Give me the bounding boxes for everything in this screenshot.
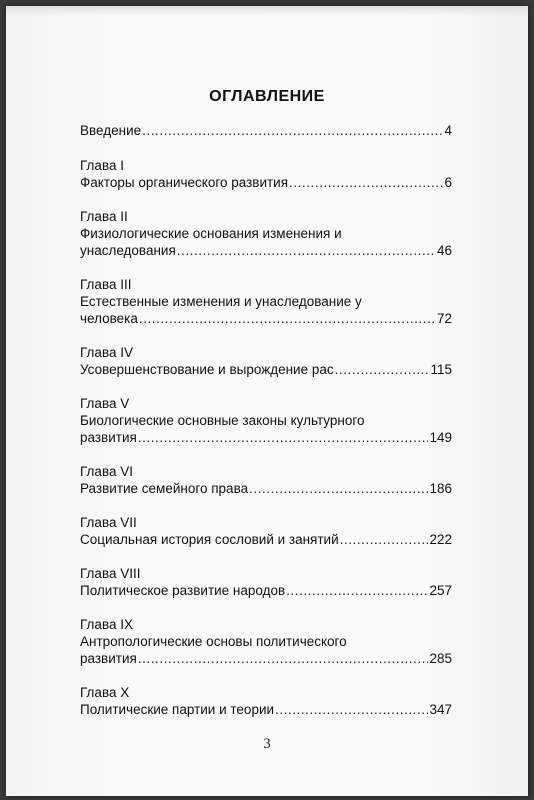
toc-entry-line <box>80 633 452 650</box>
page-reference: 46 <box>436 243 452 258</box>
page-edge <box>6 6 528 16</box>
chapter-title: Физиологические основания изменения и <box>80 226 342 241</box>
dot-leader <box>249 480 428 497</box>
chapter-title: унаследования <box>80 243 176 258</box>
chapter-number: Глава X <box>80 685 130 700</box>
toc-entry <box>80 157 452 191</box>
chapter-number: Глава IX <box>80 617 133 632</box>
chapter-number: Глава IV <box>80 345 133 360</box>
toc-entry-line <box>80 429 452 446</box>
dot-leader <box>335 361 430 378</box>
toc-entry <box>80 616 452 667</box>
toc-entry <box>80 684 452 718</box>
toc-entry <box>80 122 452 139</box>
page-title: ОГЛАВЛЕНИЕ <box>209 88 325 105</box>
toc-entry <box>80 565 452 599</box>
toc-entry-line <box>80 122 452 139</box>
chapter-title: Развитие семейного права <box>80 481 249 496</box>
dot-leader <box>275 701 428 718</box>
chapter-number: Глава V <box>80 396 130 411</box>
toc-entry-line <box>80 412 452 429</box>
toc-entry <box>80 395 452 446</box>
page-reference: 285 <box>429 651 452 666</box>
toc-entry-line <box>80 293 452 310</box>
toc-entry-line <box>80 242 452 259</box>
table-of-contents <box>80 122 452 735</box>
toc-entry <box>80 463 452 497</box>
toc-entry-line <box>80 531 452 548</box>
dot-leader <box>286 582 428 599</box>
book-page <box>6 6 528 796</box>
toc-entry-line <box>80 701 452 718</box>
dot-leader <box>340 531 429 548</box>
chapter-title: человека <box>80 311 138 326</box>
toc-entry <box>80 514 452 548</box>
chapter-title: Политические партии и теории <box>80 702 275 717</box>
chapter-number: Глава I <box>80 158 124 173</box>
chapter-title: Усовершенствование и вырождение рас <box>80 362 334 377</box>
toc-entry-line <box>80 480 452 497</box>
page-reference: 115 <box>430 362 452 377</box>
chapter-title: развития <box>80 651 137 666</box>
page-reference: 4 <box>444 123 452 138</box>
chapter-number: Глава VII <box>80 515 137 530</box>
chapter-number: Глава VIII <box>80 566 141 581</box>
page-reference: 222 <box>429 532 452 547</box>
toc-entry <box>80 208 452 259</box>
page-reference: 257 <box>429 583 452 598</box>
toc-entry-line <box>80 361 452 378</box>
dot-leader <box>177 242 436 259</box>
page-reference: 72 <box>436 311 452 326</box>
toc-entry-line <box>80 174 452 191</box>
toc-entry-line <box>80 310 452 327</box>
toc-entry-line <box>80 650 452 667</box>
chapter-number: Глава III <box>80 277 132 292</box>
chapter-title: Биологические основные законы культурного <box>80 413 365 428</box>
chapter-title: Антропологические основы политического <box>80 634 347 649</box>
dot-leader <box>138 429 429 446</box>
page-reference: 347 <box>429 702 452 717</box>
chapter-title: Естественные изменения и унаследование у <box>80 294 362 309</box>
page-number: 3 <box>263 736 271 752</box>
dot-leader <box>142 122 443 139</box>
toc-entry-line <box>80 582 452 599</box>
chapter-title: Факторы органического развития <box>80 175 289 190</box>
dot-leader <box>289 174 443 191</box>
toc-entry <box>80 276 452 327</box>
chapter-title: Введение <box>80 123 142 138</box>
chapter-title: Социальная история сословий и занятий <box>80 532 339 547</box>
page-reference: 186 <box>429 481 452 496</box>
page-reference: 149 <box>429 430 452 445</box>
chapter-number: Глава II <box>80 209 128 224</box>
toc-entry-line <box>80 225 452 242</box>
chapter-title: Политическое развитие народов <box>80 583 286 598</box>
dot-leader <box>138 650 429 667</box>
chapter-number: Глава VI <box>80 464 133 479</box>
toc-entry <box>80 344 452 378</box>
chapter-title: развития <box>80 430 137 445</box>
dot-leader <box>139 310 436 327</box>
page-reference: 6 <box>444 175 452 190</box>
